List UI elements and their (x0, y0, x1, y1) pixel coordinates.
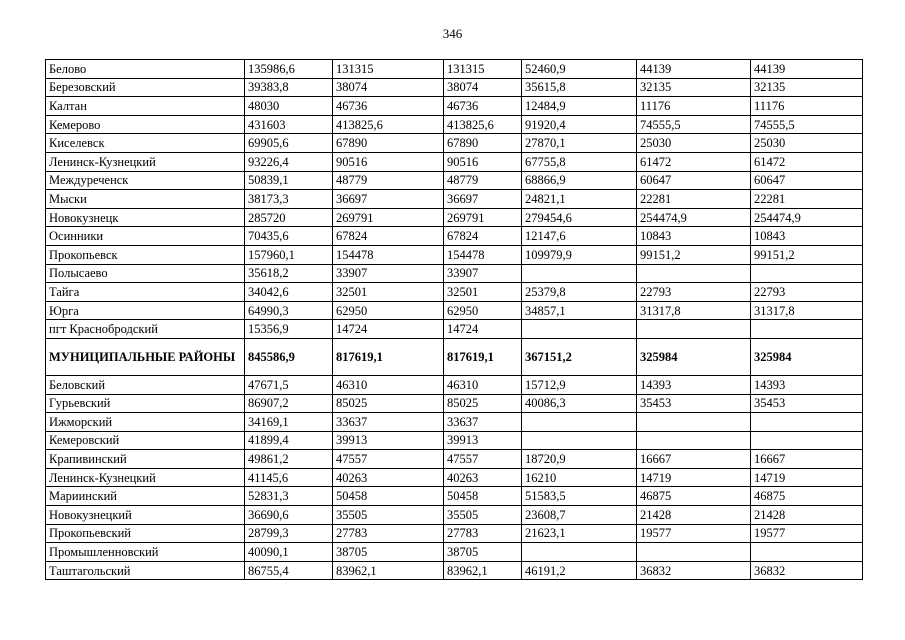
value-cell: 21428 (751, 506, 863, 525)
row-name-cell: Юрга (46, 301, 245, 320)
table-row (46, 190, 863, 209)
row-name-cell: Ленинск-Кузнецкий (46, 152, 245, 171)
value-cell: 38173,3 (245, 190, 333, 209)
value-cell: 33907 (333, 264, 444, 283)
value-cell (751, 431, 863, 450)
value-cell: 38705 (333, 543, 444, 562)
value-cell: 22281 (751, 190, 863, 209)
value-cell: 46736 (333, 97, 444, 116)
row-name-cell: Тайга (46, 283, 245, 302)
value-cell: 86907,2 (245, 394, 333, 413)
value-cell: 90516 (444, 152, 522, 171)
row-name-cell: Мариинский (46, 487, 245, 506)
value-cell: 27870,1 (522, 134, 637, 153)
value-cell: 12484,9 (522, 97, 637, 116)
value-cell: 12147,6 (522, 227, 637, 246)
value-cell: 44139 (637, 60, 751, 79)
value-cell: 22281 (637, 190, 751, 209)
row-name-cell: Промышленновский (46, 543, 245, 562)
budget-table (45, 59, 863, 580)
value-cell: 154478 (444, 245, 522, 264)
value-cell: 11176 (637, 97, 751, 116)
value-cell (522, 320, 637, 339)
row-name-cell: Беловский (46, 375, 245, 394)
table-row (46, 264, 863, 283)
row-name-cell: Киселевск (46, 134, 245, 153)
value-cell (522, 431, 637, 450)
value-cell (751, 320, 863, 339)
value-cell: 46310 (444, 375, 522, 394)
value-cell: 46736 (444, 97, 522, 116)
value-cell: 35505 (333, 506, 444, 525)
table-row (46, 468, 863, 487)
value-cell: 34169,1 (245, 413, 333, 432)
value-cell: 22793 (751, 283, 863, 302)
value-cell: 61472 (751, 152, 863, 171)
value-cell: 46875 (637, 487, 751, 506)
value-cell: 67824 (333, 227, 444, 246)
value-cell: 32135 (751, 78, 863, 97)
value-cell: 46310 (333, 375, 444, 394)
value-cell (637, 431, 751, 450)
value-cell (751, 543, 863, 562)
value-cell: 131315 (444, 60, 522, 79)
value-cell (522, 264, 637, 283)
value-cell: 40263 (333, 468, 444, 487)
table-row (46, 171, 863, 190)
value-cell: 817619,1 (333, 338, 444, 375)
value-cell: 36697 (444, 190, 522, 209)
value-cell: 413825,6 (333, 115, 444, 134)
table-row (46, 320, 863, 339)
row-name-cell: МУНИЦИПАЛЬНЫЕ РАЙОНЫ (46, 338, 245, 375)
value-cell: 38074 (444, 78, 522, 97)
value-cell: 40263 (444, 468, 522, 487)
value-cell: 35615,8 (522, 78, 637, 97)
row-name-cell: Осинники (46, 227, 245, 246)
value-cell: 34042,6 (245, 283, 333, 302)
value-cell: 83962,1 (333, 561, 444, 580)
value-cell: 38705 (444, 543, 522, 562)
value-cell: 32135 (637, 78, 751, 97)
value-cell: 32501 (333, 283, 444, 302)
value-cell: 325984 (751, 338, 863, 375)
value-cell: 14393 (637, 375, 751, 394)
table-row (46, 375, 863, 394)
value-cell: 413825,6 (444, 115, 522, 134)
row-name-cell: Ленинск-Кузнецкий (46, 468, 245, 487)
value-cell: 74555,5 (637, 115, 751, 134)
table-row (46, 78, 863, 97)
value-cell: 28799,3 (245, 524, 333, 543)
value-cell: 11176 (751, 97, 863, 116)
value-cell: 33907 (444, 264, 522, 283)
value-cell: 27783 (444, 524, 522, 543)
value-cell: 60647 (751, 171, 863, 190)
value-cell: 39913 (444, 431, 522, 450)
value-cell: 39383,8 (245, 78, 333, 97)
value-cell: 60647 (637, 171, 751, 190)
value-cell: 367151,2 (522, 338, 637, 375)
value-cell: 131315 (333, 60, 444, 79)
value-cell: 279454,6 (522, 208, 637, 227)
value-cell: 64990,3 (245, 301, 333, 320)
table-row (46, 561, 863, 580)
value-cell: 25379,8 (522, 283, 637, 302)
value-cell: 35453 (751, 394, 863, 413)
value-cell: 24821,1 (522, 190, 637, 209)
value-cell: 31317,8 (751, 301, 863, 320)
value-cell (637, 413, 751, 432)
value-cell: 21623,1 (522, 524, 637, 543)
value-cell: 49861,2 (245, 450, 333, 469)
row-name-cell: Березовский (46, 78, 245, 97)
value-cell: 36832 (751, 561, 863, 580)
row-name-cell: Мыски (46, 190, 245, 209)
value-cell: 15712,9 (522, 375, 637, 394)
value-cell: 99151,2 (751, 245, 863, 264)
value-cell: 23608,7 (522, 506, 637, 525)
value-cell: 16667 (637, 450, 751, 469)
value-cell: 50839,1 (245, 171, 333, 190)
table-row (46, 115, 863, 134)
value-cell: 32501 (444, 283, 522, 302)
table-row (46, 301, 863, 320)
value-cell: 52831,3 (245, 487, 333, 506)
value-cell: 157960,1 (245, 245, 333, 264)
value-cell: 69905,6 (245, 134, 333, 153)
value-cell: 22793 (637, 283, 751, 302)
row-name-cell: Полысаево (46, 264, 245, 283)
row-name-cell: Крапивинский (46, 450, 245, 469)
value-cell: 40090,1 (245, 543, 333, 562)
table-row (46, 524, 863, 543)
value-cell (522, 543, 637, 562)
value-cell: 61472 (637, 152, 751, 171)
value-cell: 86755,4 (245, 561, 333, 580)
row-name-cell: Новокузнецк (46, 208, 245, 227)
value-cell: 19577 (637, 524, 751, 543)
value-cell: 33637 (444, 413, 522, 432)
value-cell: 135986,6 (245, 60, 333, 79)
value-cell: 431603 (245, 115, 333, 134)
table-row (46, 543, 863, 562)
row-name-cell: Ижморский (46, 413, 245, 432)
value-cell: 325984 (637, 338, 751, 375)
value-cell: 50458 (444, 487, 522, 506)
value-cell: 67755,8 (522, 152, 637, 171)
value-cell: 47557 (444, 450, 522, 469)
value-cell: 845586,9 (245, 338, 333, 375)
value-cell: 269791 (444, 208, 522, 227)
table-row (46, 431, 863, 450)
value-cell: 36832 (637, 561, 751, 580)
row-name-cell: Белово (46, 60, 245, 79)
value-cell: 67890 (333, 134, 444, 153)
value-cell: 33637 (333, 413, 444, 432)
value-cell: 154478 (333, 245, 444, 264)
row-name-cell: Калтан (46, 97, 245, 116)
value-cell: 109979,9 (522, 245, 637, 264)
value-cell: 285720 (245, 208, 333, 227)
row-name-cell: Прокопьевск (46, 245, 245, 264)
value-cell: 52460,9 (522, 60, 637, 79)
value-cell: 16667 (751, 450, 863, 469)
value-cell: 70435,6 (245, 227, 333, 246)
value-cell: 62950 (444, 301, 522, 320)
value-cell: 19577 (751, 524, 863, 543)
table-row (46, 506, 863, 525)
value-cell: 14719 (751, 468, 863, 487)
value-cell: 62950 (333, 301, 444, 320)
value-cell: 46191,2 (522, 561, 637, 580)
value-cell (637, 543, 751, 562)
value-cell: 67824 (444, 227, 522, 246)
value-cell: 21428 (637, 506, 751, 525)
table-row (46, 60, 863, 79)
value-cell: 38074 (333, 78, 444, 97)
value-cell (751, 264, 863, 283)
value-cell: 48779 (333, 171, 444, 190)
row-name-cell: Таштагольский (46, 561, 245, 580)
value-cell (522, 413, 637, 432)
value-cell: 27783 (333, 524, 444, 543)
table-body (46, 60, 863, 580)
value-cell: 254474,9 (751, 208, 863, 227)
value-cell: 14393 (751, 375, 863, 394)
table-row (46, 152, 863, 171)
value-cell: 34857,1 (522, 301, 637, 320)
table-row (46, 338, 863, 375)
value-cell: 47557 (333, 450, 444, 469)
value-cell: 35453 (637, 394, 751, 413)
value-cell: 51583,5 (522, 487, 637, 506)
value-cell: 46875 (751, 487, 863, 506)
value-cell: 40086,3 (522, 394, 637, 413)
value-cell: 68866,9 (522, 171, 637, 190)
table-row (46, 283, 863, 302)
value-cell: 269791 (333, 208, 444, 227)
value-cell: 817619,1 (444, 338, 522, 375)
value-cell: 36690,6 (245, 506, 333, 525)
value-cell: 10843 (751, 227, 863, 246)
table-row (46, 394, 863, 413)
page-number: 346 (442, 26, 463, 41)
value-cell: 41899,4 (245, 431, 333, 450)
table-row (46, 227, 863, 246)
value-cell: 15356,9 (245, 320, 333, 339)
value-cell: 67890 (444, 134, 522, 153)
value-cell: 10843 (637, 227, 751, 246)
value-cell: 14724 (333, 320, 444, 339)
value-cell: 16210 (522, 468, 637, 487)
value-cell: 254474,9 (637, 208, 751, 227)
value-cell: 48779 (444, 171, 522, 190)
value-cell: 35618,2 (245, 264, 333, 283)
value-cell: 85025 (444, 394, 522, 413)
value-cell: 83962,1 (444, 561, 522, 580)
value-cell: 25030 (751, 134, 863, 153)
table-row (46, 450, 863, 469)
value-cell: 99151,2 (637, 245, 751, 264)
table-row (46, 413, 863, 432)
table-row (46, 245, 863, 264)
row-name-cell: Прокопьевский (46, 524, 245, 543)
value-cell: 90516 (333, 152, 444, 171)
row-name-cell: Междуреченск (46, 171, 245, 190)
row-name-cell: Гурьевский (46, 394, 245, 413)
value-cell: 44139 (751, 60, 863, 79)
value-cell: 93226,4 (245, 152, 333, 171)
value-cell: 35505 (444, 506, 522, 525)
value-cell: 91920,4 (522, 115, 637, 134)
value-cell: 31317,8 (637, 301, 751, 320)
row-name-cell: Кемеровский (46, 431, 245, 450)
table-row (46, 208, 863, 227)
value-cell: 50458 (333, 487, 444, 506)
table-row (46, 134, 863, 153)
row-name-cell: пгт Краснобродский (46, 320, 245, 339)
value-cell: 18720,9 (522, 450, 637, 469)
value-cell: 47671,5 (245, 375, 333, 394)
value-cell (637, 264, 751, 283)
value-cell: 41145,6 (245, 468, 333, 487)
row-name-cell: Новокузнецкий (46, 506, 245, 525)
value-cell: 14724 (444, 320, 522, 339)
row-name-cell: Кемерово (46, 115, 245, 134)
table-row (46, 97, 863, 116)
value-cell: 48030 (245, 97, 333, 116)
value-cell: 14719 (637, 468, 751, 487)
table-row (46, 487, 863, 506)
value-cell: 25030 (637, 134, 751, 153)
value-cell (637, 320, 751, 339)
value-cell (751, 413, 863, 432)
value-cell: 74555,5 (751, 115, 863, 134)
value-cell: 39913 (333, 431, 444, 450)
value-cell: 85025 (333, 394, 444, 413)
value-cell: 36697 (333, 190, 444, 209)
